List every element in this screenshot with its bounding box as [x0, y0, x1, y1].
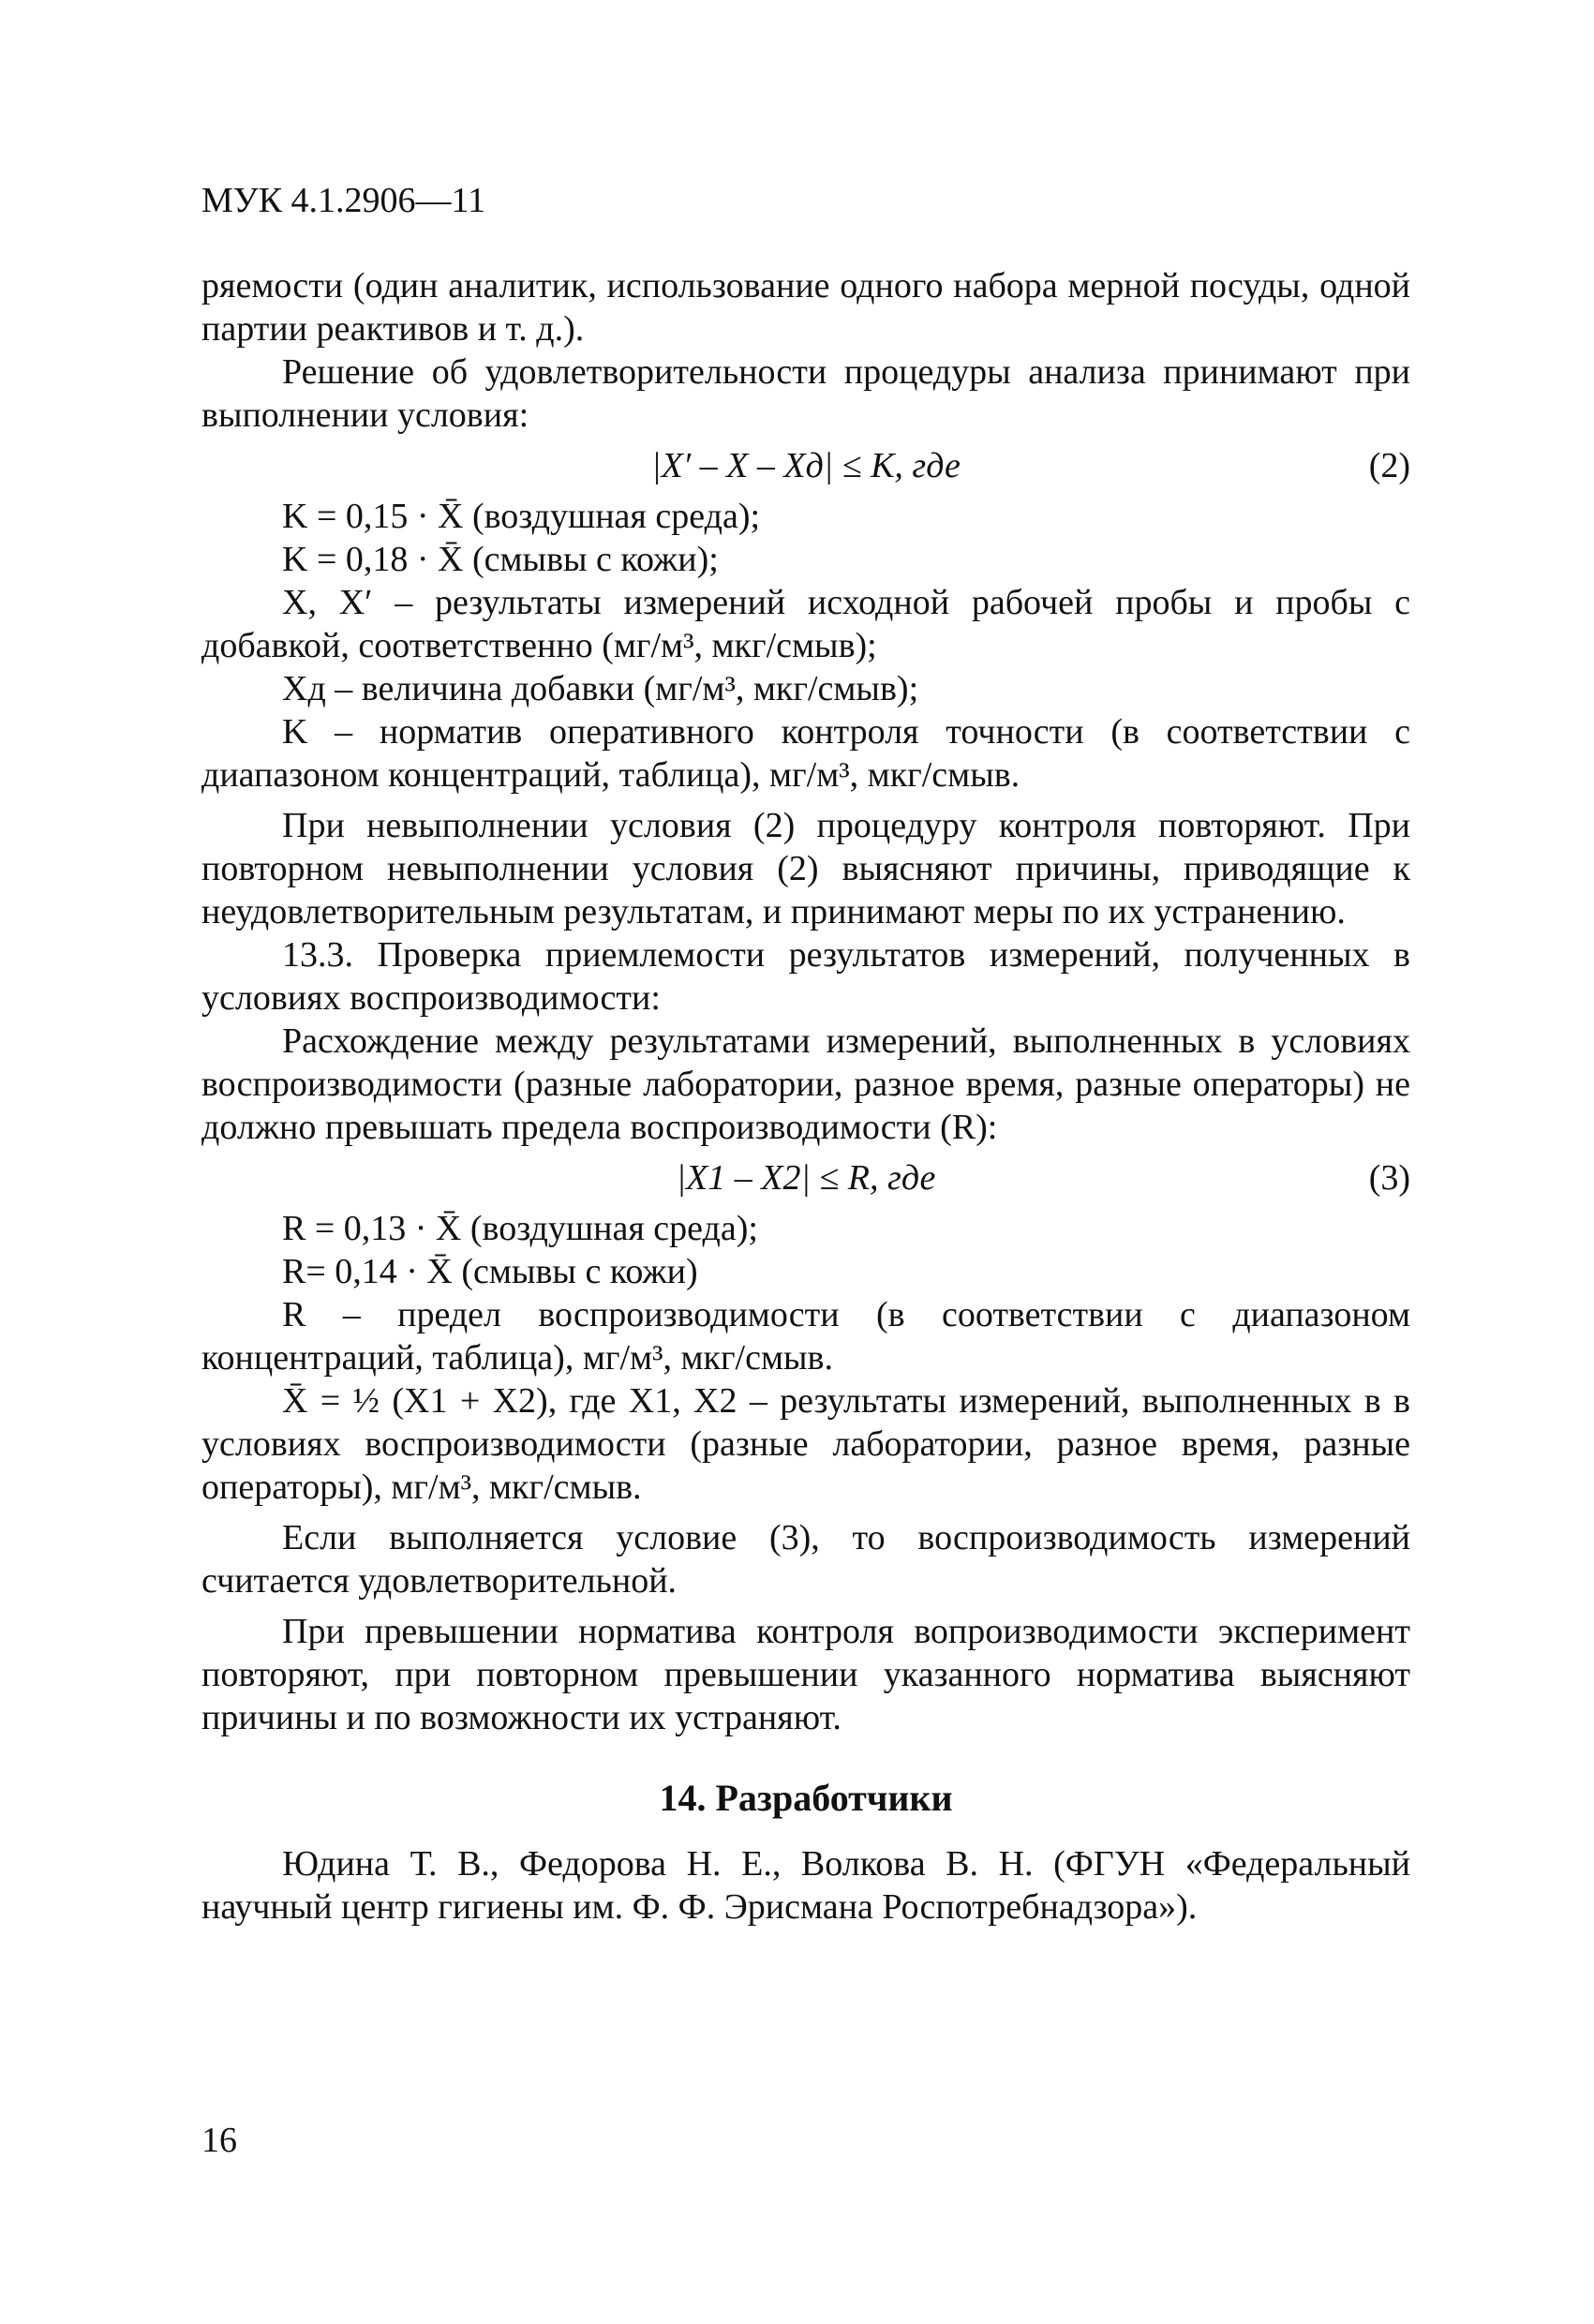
definition-xd: Xд – величина добавки (мг/м³, мкг/смыв);	[282, 669, 919, 708]
formula-2	[201, 437, 1410, 495]
formula-number: (3)	[1368, 1158, 1410, 1198]
formula-expression: |X1 – X2| ≤ R, где	[676, 1158, 936, 1198]
paragraph: Решение об удовлетворительности процедуры анализа принимают при выполнении условия:	[201, 352, 1410, 435]
definition-r1: R = 0,13 · X̄ (воздушная среда);	[282, 1209, 758, 1248]
paragraph: ряемости (один аналитик, использование одного набора мерной посуды, одной партии реактивов и т. д.).	[201, 266, 1410, 349]
developers-text: Юдина Т. В., Федорова Н. Е., Волкова В. Н. (ФГУН «Федеральный научный центр гигиены им. Ф. Ф. Эрисмана Роспотребнадзора»).	[201, 1844, 1410, 1927]
definition-k2: K = 0,18 · X̄ (смывы с кожи);	[282, 540, 719, 579]
paragraph: Расхождение между результатами измерений, выполненных в условиях воспроизводимости (разные лаборатории, разное время, разные операторы) не должно превышать предела воспроизводимости (R):	[201, 1021, 1410, 1147]
definition-r: R – предел воспроизводимости (в соответствии с диапазоном концентраций, таблица), мг/м³, мкг/смыв.	[201, 1295, 1410, 1378]
formula-expression: |X′ – X – Xд| ≤ K, где	[651, 446, 961, 485]
paragraph: При невыполнении условия (2) процедуру контроля повторяют. При повторном невыполнении условия (2) выясняют причины, приводящие к неудовлетворительным результатам, и принимают меры по их устранению.	[201, 806, 1410, 931]
document-code: МУК 4.1.2906—11	[201, 181, 486, 220]
definition-k1: K = 0,15 · X̄ (воздушная среда);	[282, 497, 761, 536]
paragraph: При превышении норматива контроля вопроизводимости эксперимент повторяют, при повторном превышении указанного норматива выясняют причины и по возможности их устраняют.	[201, 1612, 1410, 1737]
definition-x: X, X′ – результаты измерений исходной рабочей пробы и пробы с добавкой, соответственно (мг/м³, мкг/смыв);	[201, 583, 1410, 665]
page-number: 16	[201, 2121, 237, 2160]
definition-r2: R= 0,14 · X̄ (смывы с кожи)	[282, 1252, 698, 1291]
document-body	[201, 264, 1410, 1929]
paragraph: 13.3. Проверка приемлемости результатов измерений, полученных в условиях воспроизводимости:	[201, 935, 1410, 1018]
paragraph: Если выполняется условие (3), то воспроизводимость измерений считается удовлетворительной.	[201, 1518, 1410, 1601]
definition-xbar: X̄ = ½ (X1 + X2), где X1, X2 – результаты измерений, выполненных в в условиях воспроизводимости (разные лаборатории, разное время, разные операторы), мг/м³, мкг/смыв.	[201, 1381, 1410, 1507]
definition-k: K – норматив оперативного контроля точности (в соответствии с диапазоном концентраций, таблица), мг/м³, мкг/смыв.	[201, 712, 1410, 795]
formula-number: (2)	[1368, 446, 1410, 485]
formula-3	[201, 1149, 1410, 1207]
section-heading: 14. Разработчики	[659, 1777, 953, 1819]
